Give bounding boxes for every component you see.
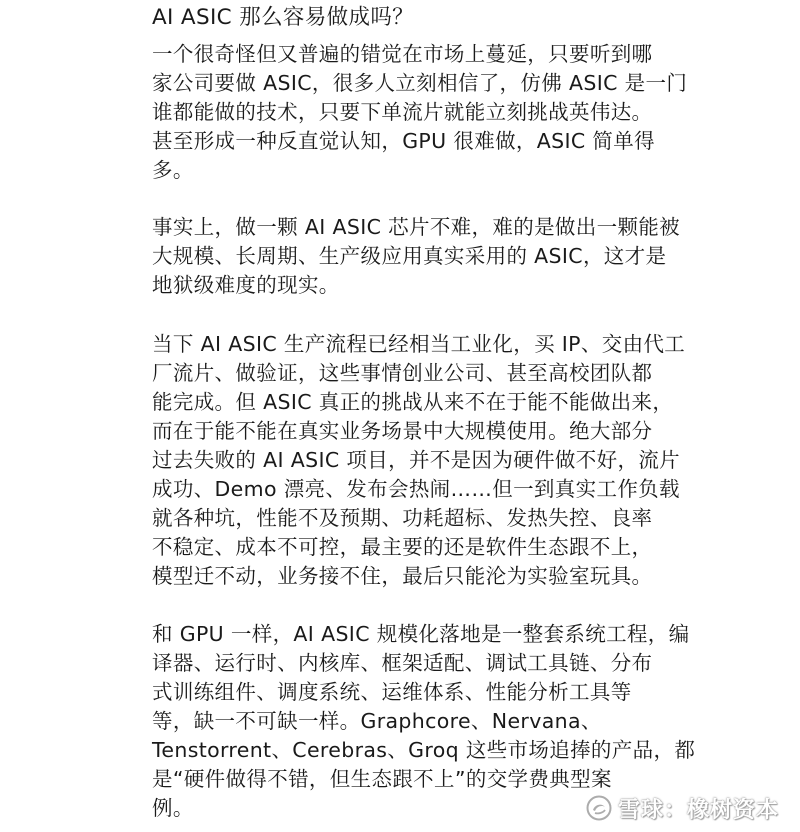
paragraph-line: 能完成。但 ASIC 真正的挑战从来不在于能不能做出来，: [152, 390, 674, 414]
paragraph-line: 地狱级难度的现实。: [152, 273, 340, 297]
paragraph-line: 例。: [152, 796, 194, 820]
snowball-logo-icon: [586, 795, 612, 821]
paragraph-line: 不稳定、成本不可控，最主要的还是软件生态跟不上，: [152, 535, 653, 559]
paragraph-line: 而在于能不能在真实业务场景中大规模使用。绝大部分: [152, 419, 653, 443]
watermark-text: 雪球：橡树资本: [618, 797, 780, 823]
paragraph-line: 甚至形成一种反直觉认知，GPU 很难做，ASIC 简单得: [152, 129, 655, 153]
paragraph-line: 大规模、长周期、生产级应用真实采用的 ASIC，这才是: [152, 244, 667, 268]
paragraph-line: 当下 AI ASIC 生产流程已经相当工业化，买 IP、交由代工: [152, 332, 686, 356]
paragraph-line: 成功、Demo 漂亮、发布会热闹……但一到真实工作负载: [152, 477, 680, 501]
paragraph-line: 厂流片、做验证，这些事情创业公司、甚至高校团队都: [152, 361, 653, 385]
paragraph-line: 一个很奇怪但又普遍的错觉在市场上蔓延，只要听到哪: [152, 42, 653, 66]
paragraph-line: 式训练组件、调度系统、运维体系、性能分析工具等: [152, 680, 632, 704]
paragraph-line: 事实上，做一颗 AI ASIC 芯片不难，难的是做出一颗能被: [152, 215, 681, 239]
paragraph-line: 和 GPU 一样，AI ASIC 规模化落地是一整套系统工程，编: [152, 622, 690, 646]
paragraph-line: 等，缺一不可缺一样。Graphcore、Nervana、: [152, 709, 602, 733]
paragraph-line: 就各种坑，性能不及预期、功耗超标、发热失控、良率: [152, 506, 653, 530]
paragraph-line: 谁都能做的技术，只要下单流片就能立刻挑战英伟达。: [152, 100, 653, 124]
paragraph-line: 是“硬件做得不错，但生态跟不上”的交学费典型案: [152, 767, 612, 791]
paragraph-line: Tenstorrent、Cerebras、Groq 这些市场追捧的产品，都: [152, 738, 696, 762]
watermark: [586, 790, 779, 826]
paragraph-line: 家公司要做 ASIC，很多人立刻相信了，仿佛 ASIC 是一门: [152, 71, 688, 95]
paragraph-line: 译器、运行时、内核库、框架适配、调试工具链、分布: [152, 651, 653, 675]
article-title: AI ASIC 那么容易做成吗？: [152, 5, 415, 30]
paragraph-line: 模型迁不动，业务接不住，最后只能沦为实验室玩具。: [152, 564, 653, 588]
paragraph-line: 多。: [152, 158, 194, 182]
paragraph-line: 过去失败的 AI ASIC 项目，并不是因为硬件做不好，流片: [152, 448, 681, 472]
